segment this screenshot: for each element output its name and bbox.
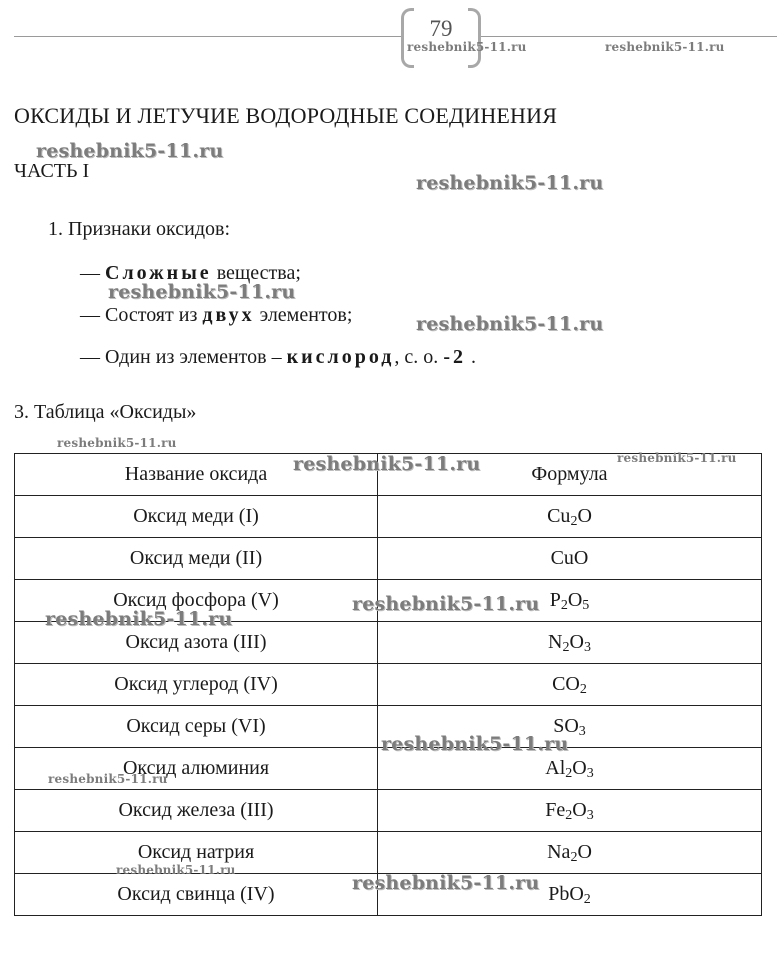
q1-line-2 <box>80 304 352 327</box>
oxide-formula-cell <box>378 622 762 664</box>
oxide-name-cell: Оксид азота (III) <box>15 622 378 664</box>
oxide-name-cell: Оксид свинца (IV) <box>15 874 378 916</box>
formula-subscript: 2 <box>565 808 573 823</box>
oxide-name-cell: Оксид углерод (IV) <box>15 664 378 706</box>
formula-symbol: O <box>577 505 592 527</box>
watermark: reshebnik5-11.ru <box>57 436 177 450</box>
line2-rest: элементов; <box>254 304 353 326</box>
formula-symbol: N <box>548 631 563 653</box>
formula-subscript: 2 <box>570 850 578 865</box>
watermark: reshebnik5-11.ru <box>352 593 540 615</box>
oxide-formula-cell <box>378 664 762 706</box>
watermark: reshebnik5-11.ru <box>416 313 604 335</box>
formula-symbol: Fe <box>545 799 566 821</box>
formula-symbol: O <box>569 631 584 653</box>
watermark: reshebnik5-11.ru <box>352 872 540 894</box>
formula-subscript: 3 <box>583 640 591 655</box>
oxide-name-cell: Оксид алюминия <box>15 748 378 790</box>
line2-prefix: — Состоят из <box>80 304 203 326</box>
oxide-formula-cell <box>378 832 762 874</box>
watermark: reshebnik5-11.ru <box>48 772 168 786</box>
answer-oxygen: кислород <box>286 346 395 368</box>
formula-symbol: SO <box>553 715 579 737</box>
oxide-name-cell: Оксид железа (III) <box>15 790 378 832</box>
formula-symbol: CO <box>552 673 580 695</box>
formula-symbol: CuO <box>550 547 589 569</box>
oxide-name-cell: Оксид натрия <box>15 832 378 874</box>
formula-subscript: 2 <box>562 640 570 655</box>
line3-mid: , с. о. <box>394 346 444 368</box>
formula-symbol: Cu <box>547 505 571 527</box>
table-row <box>15 790 762 832</box>
formula-symbol: O <box>567 589 583 611</box>
q1-line-3 <box>80 346 476 369</box>
formula-subscript: 2 <box>565 766 573 781</box>
line1-rest: вещества; <box>211 262 301 284</box>
watermark: reshebnik5-11.ru <box>45 608 233 630</box>
formula-subscript: 2 <box>579 682 587 697</box>
oxides-table <box>14 453 762 916</box>
page-title: ОКСИДЫ И ЛЕТУЧИЕ ВОДОРОДНЫЕ СОЕДИНЕНИЯ <box>14 103 558 128</box>
oxide-name-cell: Оксид меди (I) <box>15 496 378 538</box>
formula-subscript: 5 <box>582 598 590 613</box>
formula-subscript: 3 <box>586 808 594 823</box>
watermark: reshebnik5-11.ru <box>108 281 296 303</box>
q1-heading: 1. Признаки оксидов: <box>48 218 231 240</box>
column-header-name: Название оксида <box>15 454 378 496</box>
formula-subscript: 3 <box>586 766 594 781</box>
q3-heading: 3. Таблица «Оксиды» <box>14 401 197 423</box>
oxide-name-cell: Оксид серы (VI) <box>15 706 378 748</box>
watermark: reshebnik5-11.ru <box>116 863 236 877</box>
formula-subscript: 3 <box>578 724 586 739</box>
formula-symbol: O <box>577 841 592 863</box>
formula-symbol: O <box>572 757 587 779</box>
oxide-name-cell: Оксид меди (II) <box>15 538 378 580</box>
formula-symbol: PbO <box>548 883 584 905</box>
formula-symbol: P <box>549 589 561 611</box>
formula-subscript: 2 <box>583 892 591 907</box>
watermark: reshebnik5-11.ru <box>617 451 737 465</box>
oxide-formula-cell <box>378 790 762 832</box>
dash: — <box>80 262 105 284</box>
formula-subscript: 2 <box>570 514 578 529</box>
table-body <box>15 496 762 916</box>
formula-symbol: Na <box>547 841 571 863</box>
watermark: reshebnik5-11.ru <box>605 40 725 54</box>
answer-oxidation-state: -2 <box>443 346 466 368</box>
part-heading: ЧАСТЬ I <box>14 160 90 182</box>
page-number-badge <box>401 8 481 64</box>
answer-two: двух <box>202 304 255 326</box>
formula-symbol: O <box>572 799 587 821</box>
formula-symbol: Al <box>545 757 566 779</box>
formula-subscript: 2 <box>560 598 568 613</box>
watermark: reshebnik5-11.ru <box>416 172 604 194</box>
oxide-name-cell: Оксид фосфора (V) <box>15 580 378 622</box>
line3-prefix: — Один из элементов – <box>80 346 287 368</box>
oxide-formula-cell <box>378 496 762 538</box>
table-row <box>15 664 762 706</box>
watermark: reshebnik5-11.ru <box>407 40 527 54</box>
line3-end: . <box>465 346 476 368</box>
column-header-formula: Формула <box>378 454 762 496</box>
table-row <box>15 538 762 580</box>
watermark: reshebnik5-11.ru <box>36 140 224 162</box>
watermark: reshebnik5-11.ru <box>293 453 481 475</box>
answer-complex: Сложные <box>105 262 212 284</box>
header-rule <box>14 36 777 37</box>
watermark: reshebnik5-11.ru <box>381 733 569 755</box>
page-number: 79 <box>429 16 453 41</box>
oxide-formula-cell <box>378 538 762 580</box>
table-row <box>15 496 762 538</box>
